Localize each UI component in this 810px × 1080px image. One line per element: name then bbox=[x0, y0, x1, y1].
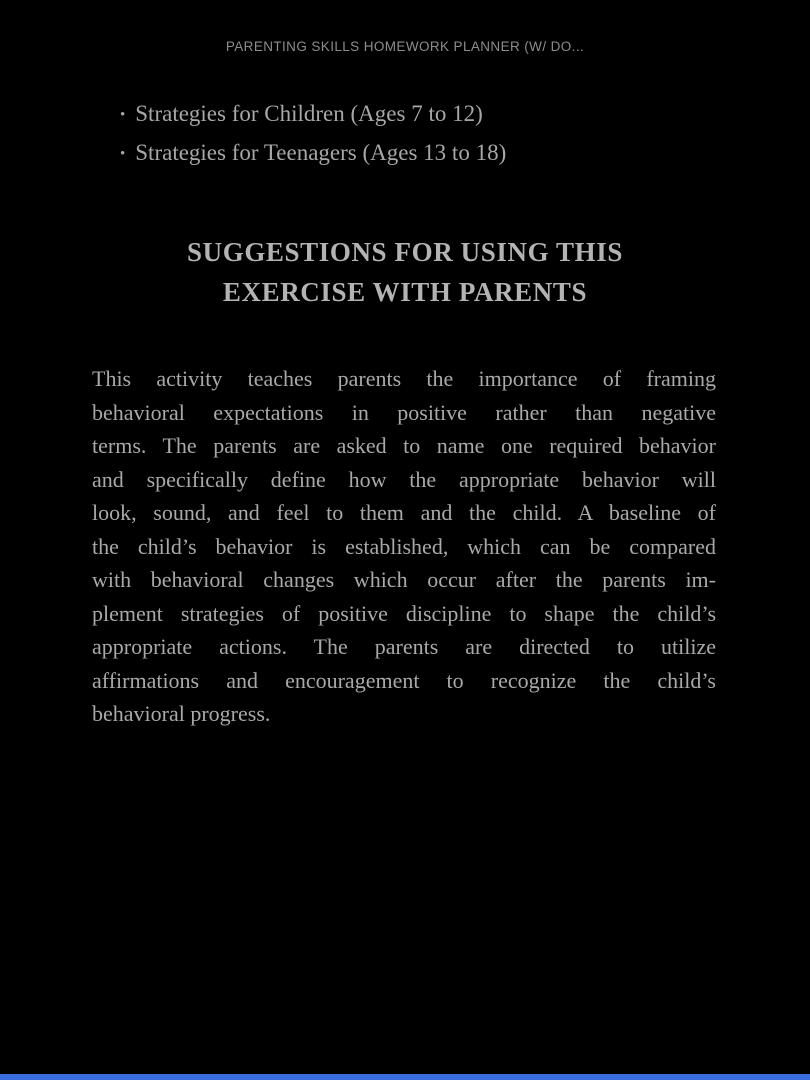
bullet-icon: • bbox=[120, 146, 126, 162]
body-line: affirmations and encouragement to recognize the child’s bbox=[92, 667, 716, 693]
reading-progress-bar[interactable] bbox=[0, 1074, 810, 1080]
body-paragraph bbox=[92, 362, 716, 731]
body-line: terms. The parents are asked to name one required behavior bbox=[92, 433, 716, 458]
body-line: look, sound, and feel to them and the child. A baseline of bbox=[92, 500, 716, 525]
body-line: plement strategies of positive discipline to shape the child’s bbox=[92, 600, 716, 626]
bullet-icon: • bbox=[120, 107, 126, 123]
list-item-text: Strategies for Children (Ages 7 to 12) bbox=[135, 101, 483, 126]
book-title-header: PARENTING SKILLS HOMEWORK PLANNER (W/ DO... bbox=[225, 39, 585, 54]
bullet-list bbox=[120, 95, 718, 173]
list-item-text: Strategies for Teenagers (Ages 13 to 18) bbox=[135, 140, 507, 165]
body-line: This activity teaches parents the importance of framing bbox=[92, 366, 716, 391]
list-item bbox=[120, 134, 718, 173]
body-line: the child’s behavior is established, which can be compared bbox=[92, 533, 716, 559]
body-line: appropriate actions. The parents are directed to utilize bbox=[92, 634, 716, 659]
body-line: behavioral expectations in positive rather than negative bbox=[92, 399, 716, 425]
body-line: with behavioral changes which occur after the parents im- bbox=[92, 567, 716, 592]
section-heading bbox=[0, 232, 810, 312]
body-line: behavioral progress. bbox=[92, 701, 271, 726]
section-heading-line: EXERCISE WITH PARENTS bbox=[222, 277, 588, 307]
section-heading-line: SUGGESTIONS FOR USING THIS bbox=[187, 237, 623, 267]
list-item bbox=[120, 95, 718, 134]
body-line: and specifically define how the appropriate behavior will bbox=[92, 466, 716, 492]
